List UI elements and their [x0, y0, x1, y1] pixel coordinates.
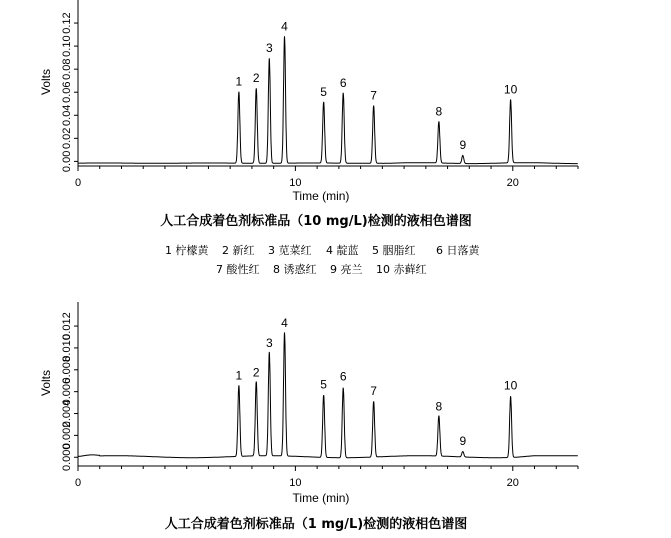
chart-10mgL-x-tick-label: 10: [289, 177, 302, 189]
chart-1mgL-y-tick-label: 0.002: [61, 421, 73, 450]
legend-item: 8 诱惑红: [273, 263, 317, 276]
chart-10mgL-y-tick-label: 0.02: [61, 127, 73, 150]
legend-item: 1 柠檬黄: [165, 244, 209, 257]
chart-10mgL-x-tick-label: 20: [506, 177, 519, 189]
chart-1mgL-peak-label-1: 1: [235, 368, 243, 383]
legend-item: 5 胭脂红: [372, 244, 416, 257]
chart-1mgL-peak-label-2: 2: [252, 365, 260, 380]
chart-10mgL-peak-label-8: 8: [435, 104, 443, 119]
chart-10mgL-y-tick-label: 0.08: [61, 58, 73, 80]
chart-1mgL-y-tick-label: 0.004: [61, 399, 73, 428]
chart-10mgL-y-tick-label: 0.00: [61, 150, 73, 173]
chart-10mgL-peak-label-7: 7: [370, 88, 377, 103]
chart-1mgL-axes: [61, 302, 578, 489]
chart-10mgL-peak-label-9: 9: [459, 138, 467, 153]
chart-10mgL-peak-label-1: 1: [235, 74, 243, 89]
chart-1mgL-title: 人工合成着色剂标准品（1 mg/L)检测的液相色谱图: [164, 517, 468, 532]
chart-1mgL-peak-label-3: 3: [265, 335, 273, 350]
chart-10mgL-x-tick-label: 0: [74, 177, 82, 189]
chart-10mgL-y-tick-label: 0.10: [61, 35, 73, 57]
chart-1mgL-y-tick-label: 0.008: [61, 356, 73, 384]
compound-legend: [165, 243, 480, 276]
chart-1mgL-y-tick-label: 0.012: [61, 312, 73, 340]
legend-item: 3 苋菜红: [268, 244, 312, 257]
chart-1mgL-x-tick-label: 10: [289, 477, 302, 489]
chart-10mgL-peak-label-5: 5: [320, 85, 327, 100]
chart-1mgL: [39, 302, 578, 505]
legend-item: 10 赤藓红: [376, 263, 427, 276]
chart-1mgL-y-tick-label: 0.000: [61, 443, 73, 472]
chart-1mgL-peak-label-4: 4: [281, 316, 288, 331]
chart-10mgL-peak-label-2: 2: [252, 71, 260, 86]
chart-10mgL-trace: [78, 36, 578, 163]
chart-1mgL-peak-labels: [236, 316, 518, 448]
legend-item: 7 酸性红: [216, 263, 260, 276]
chart-10mgL-y-tick-label: 0.12: [61, 12, 73, 34]
chart-10mgL-y-tick-label: 0.06: [61, 81, 73, 103]
chart-10mgL-peak-label-6: 6: [339, 75, 347, 90]
chart-1mgL-peak-label-10: 10: [503, 378, 518, 393]
chart-1mgL-y-tick-label: 0.006: [61, 377, 73, 406]
chart-1mgL-peak-label-7: 7: [370, 383, 377, 398]
chart-10mgL-peak-label-3: 3: [265, 41, 273, 56]
chart-10mgL-ylabel: Volts: [39, 68, 53, 96]
legend-item: 2 新红: [222, 244, 255, 257]
chart-1mgL-peak-label-5: 5: [320, 377, 327, 392]
chart-10mgL-peak-label-10: 10: [503, 82, 518, 97]
chart-1mgL-peak-label-6: 6: [339, 369, 347, 384]
legend-item: 4 靛蓝: [326, 244, 359, 257]
chart-1mgL-trace: [78, 332, 578, 457]
chart-1mgL-x-tick-label: 0: [74, 477, 82, 489]
chart-10mgL-y-tick-label: 0.04: [61, 104, 73, 126]
chart-10mgL: [39, 0, 578, 203]
chart-1mgL-xlabel: Time (min): [292, 491, 350, 505]
chart-10mgL-peak-label-4: 4: [281, 19, 288, 34]
chart-10mgL-peak-labels: [236, 19, 518, 152]
chart-1mgL-y-tick-label: 0.010: [61, 334, 73, 362]
chart-10mgL-title: 人工合成着色剂标准品（10 mg/L)检测的液相色谱图: [160, 214, 472, 229]
legend-item: 9 亮兰: [330, 263, 363, 276]
chart-10mgL-xlabel: Time (min): [292, 189, 350, 203]
chart-1mgL-ylabel: Volts: [39, 369, 53, 397]
legend-item: 6 日落黄: [436, 244, 480, 257]
chart-1mgL-x-tick-label: 20: [506, 477, 519, 489]
chart-1mgL-peak-label-9: 9: [459, 434, 467, 449]
chart-1mgL-peak-label-8: 8: [435, 399, 443, 414]
